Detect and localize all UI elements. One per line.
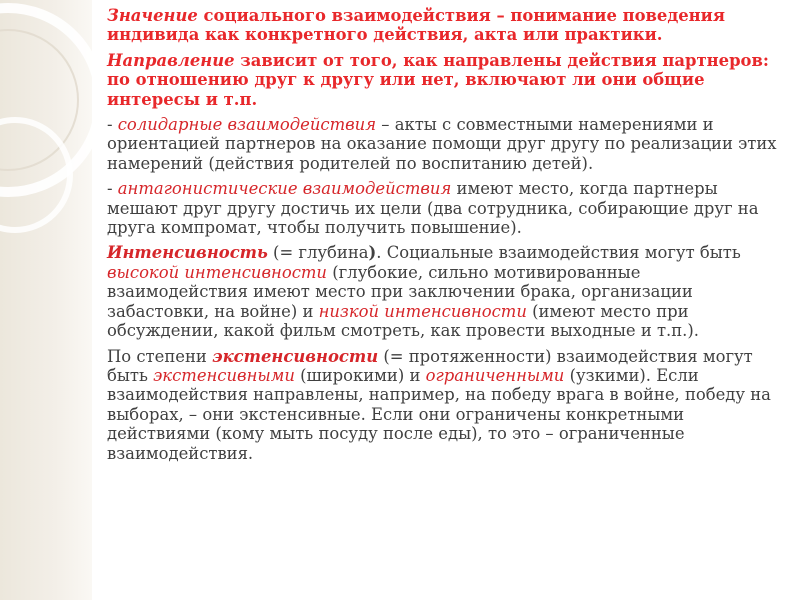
term-meaning: Значение [107, 6, 198, 25]
term-low-intensity: низкой интенсивности [318, 301, 527, 321]
term-high-intensity: высокой интенсивности [107, 262, 327, 282]
term-solidary: солидарные взаимодействия [117, 115, 377, 135]
decorative-rings [0, 0, 120, 600]
term-direction: Направление [107, 50, 235, 70]
paragraph-meaning: Значение социального взаимодействия – понимание поведения индивида как конкретного действия, акта или практики. [107, 6, 725, 45]
paragraph-extensity: По степени экстенсивности (= протяженности) взаимодействия могут быть экстенсивными (широкими) и ограниченными (узкими). Если взаимодействия направлены, например, на победу врага в войне, победу на выборах, – они экстенсивные. Если они ограничены конкретными действиями (кому мыть посуду после еды), то это – ограниченные взаимодействия. [107, 346, 771, 463]
paragraph-antagonistic: - антагонистические взаимодействия имеют место, когда партнеры мешают друг другу достичь их цели (два сотрудника, собирающие друг на друга компромат, чтобы получить повышение). [107, 179, 759, 238]
slide-text [107, 6, 783, 469]
term-antagonistic: антагонистические взаимодействия [117, 179, 452, 199]
term-extensity: экстенсивности [212, 346, 379, 366]
paragraph-solidary: - солидарные взаимодействия – акты с совместными намерениями и ориентацией партнеров на оказание помощи друг другу по реализации этих намерений (действия родителей по воспитанию детей). [107, 115, 777, 173]
paragraph-direction: Направление зависит от того, как направлены действия партнеров: по отношению друг к другу или нет, включают ли они общие интересы и т.п. [107, 50, 769, 109]
term-limited: ограниченными [425, 365, 565, 385]
term-extensive: экстенсивными [153, 365, 295, 385]
paragraph-intensity: Интенсивность (= глубина). Социальные взаимодействия могут быть высокой интенсивности (глубокие, сильно мотивированные взаимодействия имеют место при заключении брака, организации забастовки, на войне) и низкой интенсивности (имеют место при обсуждении, какой фильм смотреть, как провести выходные и т.п.). [107, 243, 741, 341]
term-intensity: Интенсивность [107, 243, 268, 263]
